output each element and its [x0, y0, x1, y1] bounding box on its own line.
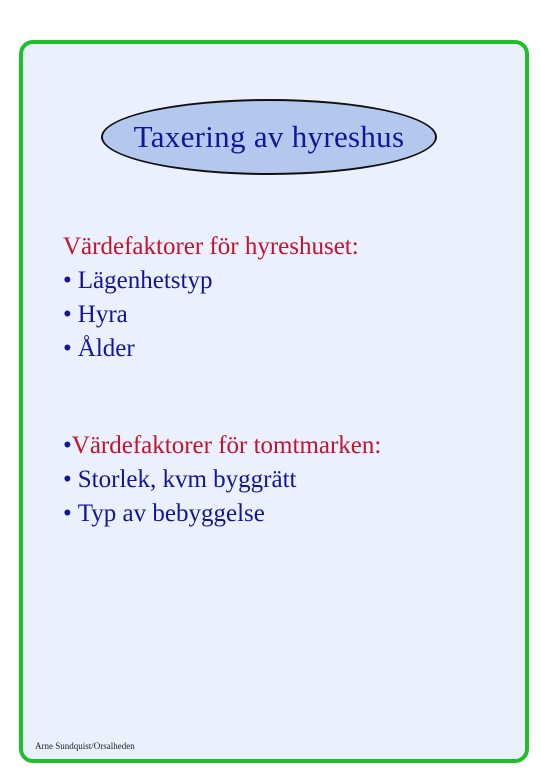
section-building-factors [63, 230, 359, 366]
slide-title: Taxering av hyreshus [133, 119, 405, 154]
bullet-icon: • [63, 267, 72, 294]
section-heading-building: Värdefaktorer för hyreshuset: [63, 233, 359, 260]
bullet-icon: • [63, 500, 72, 527]
section-heading-land-label: Värdefaktorer för tomtmarken: [71, 432, 382, 459]
bullet-icon: • [63, 466, 72, 493]
section-land-factors [63, 429, 381, 531]
list-item [63, 264, 359, 298]
list-item [63, 463, 381, 497]
list-item [63, 332, 359, 366]
list-item-label: Storlek, kvm byggrätt [77, 466, 297, 493]
list-item-label: Hyra [77, 301, 128, 328]
bullet-icon: • [63, 301, 72, 328]
list-item-label: Lägenhetstyp [77, 267, 213, 294]
section-heading-land [63, 429, 381, 463]
footer-credit: Arne Sundquist/Orsalheden [35, 741, 135, 751]
bullet-icon: • [63, 335, 72, 362]
list-item-label: Typ av bebyggelse [77, 500, 265, 527]
list-item [63, 298, 359, 332]
bullet-icon: • [63, 432, 72, 459]
slide-frame [19, 40, 529, 763]
title-oval [101, 99, 437, 175]
list-item-label: Ålder [77, 335, 135, 362]
list-item [63, 497, 381, 531]
